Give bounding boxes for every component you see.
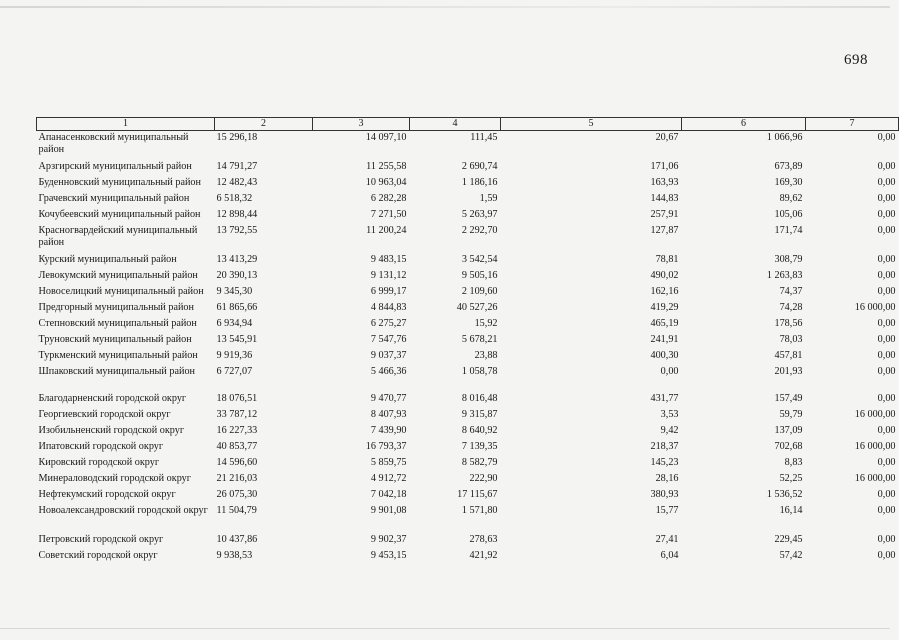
value-cell-col7: 0,00 — [877, 350, 896, 361]
table-row — [37, 472, 899, 488]
value-cell-col7: 0,00 — [877, 161, 896, 172]
municipality-name-cell: Шпаковский муниципальный район — [38, 366, 195, 377]
value-cell-col6: 702,68 — [774, 441, 803, 452]
table-row — [37, 208, 899, 224]
value-cell-col2: 14 791,27 — [216, 161, 258, 172]
value-cell-col3: 7 439,90 — [370, 425, 407, 436]
value-cell-col5: 171,06 — [650, 161, 679, 172]
value-cell-col2: 9 345,30 — [216, 286, 253, 297]
value-cell-col4: 421,92 — [469, 550, 498, 561]
budget-table — [36, 117, 899, 565]
value-cell-col6: 171,74 — [774, 225, 803, 236]
value-cell-col2: 12 898,44 — [216, 209, 258, 220]
table-row — [37, 533, 899, 549]
value-cell-col6: 457,81 — [774, 350, 803, 361]
municipality-name-cell: Минераловодский городской округ — [38, 473, 191, 484]
value-cell-col2: 15 296,18 — [216, 132, 258, 143]
value-cell-col7: 16 000,00 — [854, 302, 896, 313]
table-row — [37, 349, 899, 365]
value-cell-col5: 431,77 — [650, 393, 679, 404]
value-cell-col2: 61 865,66 — [216, 302, 258, 313]
value-cell-col6: 673,89 — [774, 161, 803, 172]
value-cell-col6: 74,28 — [779, 302, 803, 313]
table-header — [37, 118, 899, 131]
municipality-name-cell: Арзгирский муниципальный район — [38, 161, 192, 172]
value-cell-col6: 105,06 — [774, 209, 803, 220]
value-cell-col3: 9 453,15 — [370, 550, 407, 561]
value-cell-col6: 169,30 — [774, 177, 803, 188]
value-cell-col7: 0,00 — [877, 286, 896, 297]
value-cell-col6: 137,09 — [774, 425, 803, 436]
value-cell-col4: 15,92 — [474, 318, 498, 329]
value-cell-col3: 9 902,37 — [370, 534, 407, 545]
value-cell-col4: 5 678,21 — [461, 334, 498, 345]
value-cell-col5: 144,83 — [650, 193, 679, 204]
municipality-name-cell: Георгиевский городской округ — [38, 409, 171, 420]
scan-edge-bottom — [0, 628, 890, 629]
value-cell-col3: 6 999,17 — [370, 286, 407, 297]
column-number-6: 6 — [682, 118, 806, 131]
municipality-name-cell: Предгорный муниципальный район — [38, 302, 194, 313]
municipality-name-cell: Кировский городской округ — [38, 457, 160, 468]
scan-edge-top — [0, 6, 890, 8]
value-cell-col6: 157,49 — [774, 393, 803, 404]
value-cell-col3: 6 275,27 — [370, 318, 407, 329]
municipality-name-cell: Красногвардейский муниципальный район — [38, 225, 198, 248]
value-cell-col7: 0,00 — [877, 425, 896, 436]
column-number-1: 1 — [37, 118, 215, 131]
value-cell-col2: 12 482,43 — [216, 177, 258, 188]
value-cell-col2: 40 853,77 — [216, 441, 258, 452]
value-cell-col6: 1 066,96 — [766, 132, 803, 143]
value-cell-col4: 40 527,26 — [456, 302, 498, 313]
value-cell-col3: 10 963,04 — [365, 177, 407, 188]
value-cell-col4: 8 582,79 — [461, 457, 498, 468]
municipality-name-cell: Апанасенковский муниципальный район — [38, 132, 189, 155]
table-row — [37, 301, 899, 317]
value-cell-col5: 6,04 — [660, 550, 679, 561]
value-cell-col2: 14 596,60 — [216, 457, 258, 468]
table-row — [37, 285, 899, 301]
value-cell-col5: 145,23 — [650, 457, 679, 468]
value-cell-col7: 0,00 — [877, 270, 896, 281]
municipality-name-cell: Советский городской округ — [38, 550, 158, 561]
column-number-7: 7 — [806, 118, 899, 131]
municipality-name-cell: Нефтекумский городской округ — [38, 489, 176, 500]
value-cell-col5: 127,87 — [650, 225, 679, 236]
value-cell-col2: 18 076,51 — [216, 393, 258, 404]
value-cell-col3: 4 844,83 — [370, 302, 407, 313]
value-cell-col5: 3,53 — [660, 409, 679, 420]
value-cell-col7: 0,00 — [877, 254, 896, 265]
municipality-name-cell: Ипатовский городской округ — [38, 441, 164, 452]
value-cell-col5: 20,67 — [655, 132, 679, 143]
table-row — [37, 504, 899, 533]
value-cell-col2: 13 413,29 — [216, 254, 258, 265]
value-cell-col2: 9 938,53 — [216, 550, 253, 561]
value-cell-col7: 0,00 — [877, 132, 896, 143]
table-row — [37, 224, 899, 253]
value-cell-col4: 17 115,67 — [457, 489, 498, 500]
value-cell-col7: 0,00 — [877, 318, 896, 329]
table-row — [37, 131, 899, 161]
value-cell-col5: 400,30 — [650, 350, 679, 361]
municipality-name-cell: Изобильненский городской округ — [38, 425, 185, 436]
column-number-2: 2 — [215, 118, 313, 131]
section-spacer — [37, 381, 899, 392]
value-cell-col4: 222,90 — [469, 473, 498, 484]
value-cell-col2: 13 792,55 — [216, 225, 258, 236]
value-cell-col4: 7 139,35 — [461, 441, 498, 452]
value-cell-col4: 8 640,92 — [461, 425, 498, 436]
value-cell-col3: 16 793,37 — [365, 441, 407, 452]
value-cell-col2: 16 227,33 — [216, 425, 258, 436]
value-cell-col5: 380,93 — [650, 489, 679, 500]
value-cell-col4: 9 315,87 — [461, 409, 498, 420]
value-cell-col2: 26 075,30 — [216, 489, 258, 500]
value-cell-col7: 0,00 — [877, 193, 896, 204]
value-cell-col4: 2 690,74 — [461, 161, 498, 172]
value-cell-col3: 4 912,72 — [370, 473, 407, 484]
value-cell-col7: 0,00 — [877, 489, 896, 500]
value-cell-col6: 1 536,52 — [766, 489, 803, 500]
value-cell-col2: 11 504,79 — [216, 505, 257, 516]
table-row — [37, 160, 899, 176]
value-cell-col7: 0,00 — [877, 505, 896, 516]
value-cell-col4: 111,45 — [470, 132, 498, 143]
value-cell-col5: 241,91 — [650, 334, 679, 345]
value-cell-col5: 162,16 — [650, 286, 679, 297]
value-cell-col6: 74,37 — [779, 286, 803, 297]
value-cell-col7: 0,00 — [877, 534, 896, 545]
value-cell-col4: 1,59 — [479, 193, 498, 204]
value-cell-col2: 6 727,07 — [216, 366, 253, 377]
table-row — [37, 176, 899, 192]
value-cell-col4: 8 016,48 — [461, 393, 498, 404]
value-cell-col5: 78,81 — [655, 254, 679, 265]
value-cell-col3: 9 483,15 — [370, 254, 407, 265]
table-row — [37, 333, 899, 349]
value-cell-col4: 1 186,16 — [461, 177, 498, 188]
value-cell-col7: 0,00 — [877, 366, 896, 377]
value-cell-col4: 9 505,16 — [461, 270, 498, 281]
value-cell-col6: 229,45 — [774, 534, 803, 545]
value-cell-col3: 9 901,08 — [370, 505, 407, 516]
value-cell-col5: 490,02 — [650, 270, 679, 281]
column-number-3: 3 — [313, 118, 410, 131]
value-cell-col5: 27,41 — [655, 534, 679, 545]
municipality-name-cell: Петровский городской округ — [38, 534, 164, 545]
value-cell-col5: 465,19 — [650, 318, 679, 329]
value-cell-col3: 9 131,12 — [370, 270, 407, 281]
value-cell-col3: 7 042,18 — [370, 489, 407, 500]
value-cell-col2: 6 934,94 — [216, 318, 253, 329]
municipality-name-cell: Новоселицкий муниципальный район — [38, 286, 204, 297]
value-cell-col6: 89,62 — [779, 193, 803, 204]
value-cell-col6: 308,79 — [774, 254, 803, 265]
value-cell-col3: 11 255,58 — [366, 161, 407, 172]
value-cell-col2: 10 437,86 — [216, 534, 258, 545]
table-row — [37, 253, 899, 269]
value-cell-col4: 23,88 — [474, 350, 498, 361]
value-cell-col7: 0,00 — [877, 457, 896, 468]
value-cell-col4: 2 292,70 — [461, 225, 498, 236]
spacer-cell — [37, 381, 899, 392]
value-cell-col4: 5 263,97 — [461, 209, 498, 220]
value-cell-col5: 0,00 — [660, 366, 679, 377]
value-cell-col4: 2 109,60 — [461, 286, 498, 297]
table-row — [37, 456, 899, 472]
value-cell-col7: 0,00 — [877, 177, 896, 188]
value-cell-col5: 15,77 — [655, 505, 679, 516]
value-cell-col3: 8 407,93 — [370, 409, 407, 420]
value-cell-col4: 1 571,80 — [461, 505, 498, 516]
value-cell-col3: 7 271,50 — [370, 209, 407, 220]
value-cell-col3: 7 547,76 — [370, 334, 407, 345]
value-cell-col2: 6 518,32 — [216, 193, 253, 204]
municipality-name-cell: Туркменский муниципальный район — [38, 350, 198, 361]
value-cell-col4: 3 542,54 — [461, 254, 498, 265]
value-cell-col6: 57,42 — [779, 550, 803, 561]
value-cell-col5: 28,16 — [655, 473, 679, 484]
municipality-name-cell: Левокумский муниципальный район — [38, 270, 198, 281]
value-cell-col4: 1 058,78 — [461, 366, 498, 377]
value-cell-col3: 11 200,24 — [366, 225, 407, 236]
page-number: 698 — [844, 52, 868, 68]
value-cell-col3: 6 282,28 — [370, 193, 407, 204]
value-cell-col5: 9,42 — [660, 425, 679, 436]
table-row — [37, 269, 899, 285]
value-cell-col7: 0,00 — [877, 550, 896, 561]
table-row — [37, 488, 899, 504]
municipality-name-cell: Курский муниципальный район — [38, 254, 177, 265]
municipality-name-cell: Степновский муниципальный район — [38, 318, 197, 329]
value-cell-col5: 419,29 — [650, 302, 679, 313]
value-cell-col3: 9 470,77 — [370, 393, 407, 404]
value-cell-col6: 59,79 — [779, 409, 803, 420]
value-cell-col7: 0,00 — [877, 334, 896, 345]
value-cell-col5: 163,93 — [650, 177, 679, 188]
value-cell-col6: 78,03 — [779, 334, 803, 345]
municipality-name-cell: Грачевский муниципальный район — [38, 193, 190, 204]
value-cell-col3: 14 097,10 — [365, 132, 407, 143]
table-row — [37, 408, 899, 424]
value-cell-col6: 1 263,83 — [766, 270, 803, 281]
municipality-name-cell: Буденновский муниципальный район — [38, 177, 201, 188]
value-cell-col7: 0,00 — [877, 209, 896, 220]
value-cell-col6: 16,14 — [779, 505, 803, 516]
table-row — [37, 365, 899, 381]
value-cell-col7: 0,00 — [877, 393, 896, 404]
value-cell-col7: 0,00 — [877, 225, 896, 236]
value-cell-col2: 9 919,36 — [216, 350, 253, 361]
value-cell-col2: 33 787,12 — [216, 409, 258, 420]
table-row — [37, 392, 899, 408]
municipality-name-cell: Благодарненский городской округ — [38, 393, 187, 404]
value-cell-col2: 20 390,13 — [216, 270, 258, 281]
table-row — [37, 317, 899, 333]
municipality-name-cell: Новоалександровский городской округ — [38, 505, 208, 516]
table-row — [37, 424, 899, 440]
value-cell-col7: 16 000,00 — [854, 441, 896, 452]
value-cell-col2: 21 216,03 — [216, 473, 258, 484]
value-cell-col7: 16 000,00 — [854, 409, 896, 420]
table-row — [37, 549, 899, 565]
value-cell-col5: 257,91 — [650, 209, 679, 220]
column-number-5: 5 — [501, 118, 682, 131]
column-number-4: 4 — [410, 118, 501, 131]
table-row — [37, 192, 899, 208]
table-row — [37, 440, 899, 456]
value-cell-col6: 201,93 — [774, 366, 803, 377]
value-cell-col2: 13 545,91 — [216, 334, 258, 345]
value-cell-col6: 52,25 — [779, 473, 803, 484]
value-cell-col3: 9 037,37 — [370, 350, 407, 361]
value-cell-col3: 5 466,36 — [370, 366, 407, 377]
value-cell-col3: 5 859,75 — [370, 457, 407, 468]
table-body — [37, 131, 899, 566]
value-cell-col7: 16 000,00 — [854, 473, 896, 484]
municipality-name-cell: Труновский муниципальный район — [38, 334, 192, 345]
value-cell-col4: 278,63 — [469, 534, 498, 545]
value-cell-col6: 8,83 — [784, 457, 803, 468]
value-cell-col6: 178,56 — [774, 318, 803, 329]
municipality-name-cell: Кочубеевский муниципальный район — [38, 209, 201, 220]
value-cell-col5: 218,37 — [650, 441, 679, 452]
